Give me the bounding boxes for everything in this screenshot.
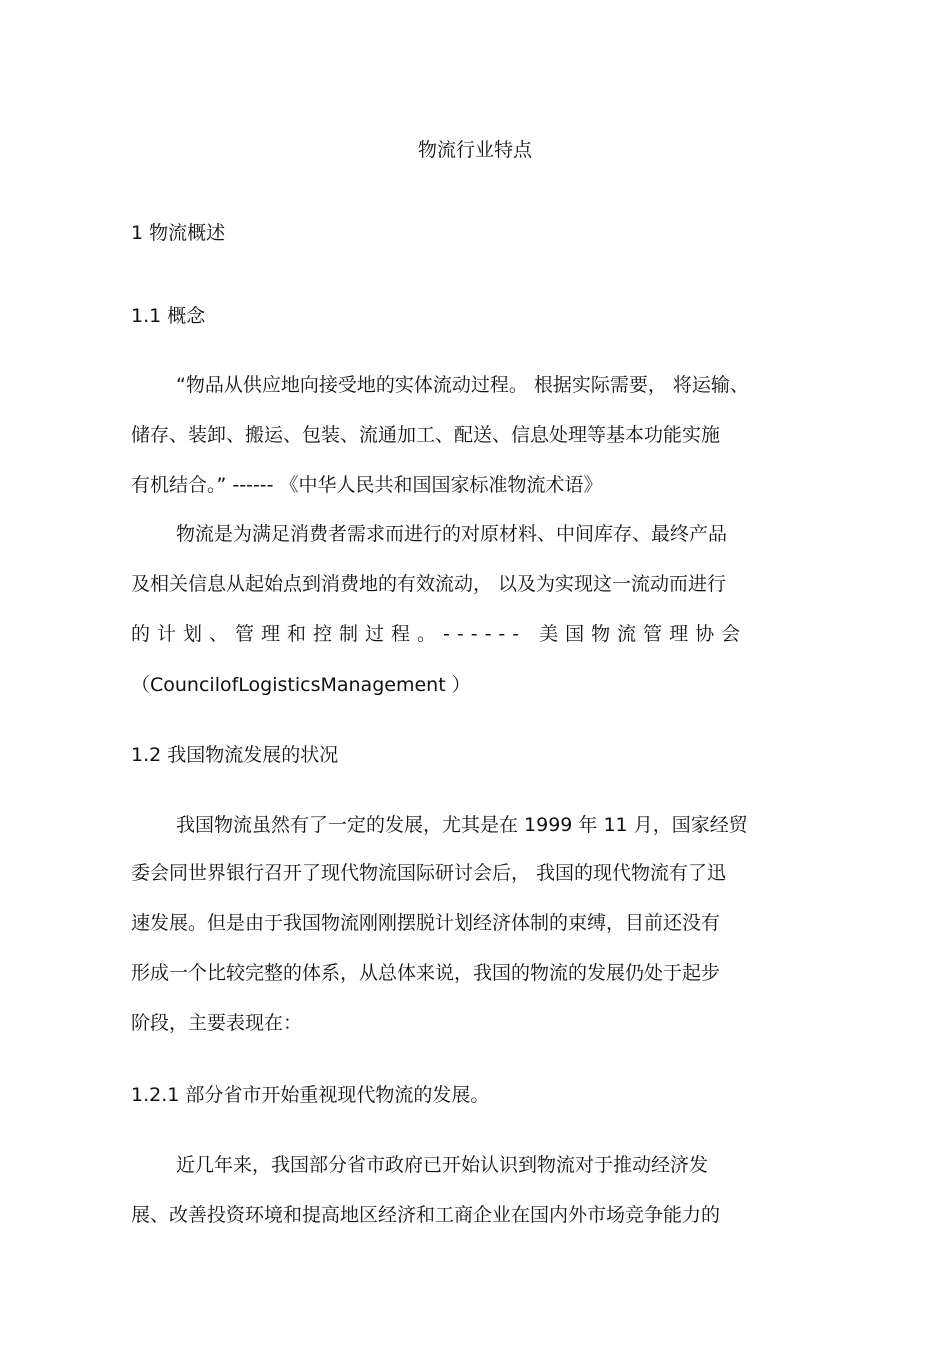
paragraph-3-line-2: 委会同世界银行召开了现代物流国际研讨会后， 我国的现代物流有了迅: [131, 862, 727, 884]
section-1-heading: 1 物流概述: [131, 222, 226, 244]
section-1-2-1-heading: 1.2.1 部分省市开始重视现代物流的发展。: [131, 1084, 490, 1106]
paragraph-4-line-1: 近几年来，我国部分省市政府已开始认识到物流对于推动经济发: [176, 1154, 709, 1176]
section-1-2-heading: 1.2 我国物流发展的状况: [131, 744, 339, 766]
paragraph-3-line-4: 形成一个比较完整的体系，从总体来说，我国的物流的发展仍处于起步: [131, 962, 721, 984]
paragraph-3-line-3: 速发展。但是由于我国物流刚刚摆脱计划经济体制的束缚，目前还没有: [131, 912, 721, 934]
paragraph-4-line-2: 展、改善投资环境和提高地区经济和工商企业在国内外市场竞争能力的: [131, 1204, 721, 1226]
paragraph-3-line-5: 阶段，主要表现在：: [131, 1012, 303, 1034]
paragraph-3-line-1: 我国物流虽然有了一定的发展，尤其是在 1999 年 11 月，国家经贸: [176, 814, 748, 836]
document-title: 物流行业特点: [417, 139, 532, 161]
paragraph-1-line-2: 储存、装卸、搬运、包装、流通加工、配送、信息处理等基本功能实施: [131, 424, 721, 446]
paragraph-2-line-1: 物流是为满足消费者需求而进行的对原材料、中间库存、最终产品: [176, 523, 728, 545]
paragraph-2-line-4: （CouncilofLogisticsManagement ）: [131, 674, 471, 696]
paragraph-2-line-3: 的计划、管理和控制过程。------ 美国物流管理协会: [131, 623, 748, 645]
paragraph-2-line-2: 及相关信息从起始点到消费地的有效流动， 以及为实现这一流动而进行: [131, 573, 727, 595]
paragraph-1-line-3: 有机结合。” ------ 《中华人民共和国国家标准物流术语》: [131, 474, 603, 496]
paragraph-1-line-1: “物品从供应地向接受地的实体流动过程。 根据实际需要， 将运输、: [176, 374, 749, 396]
section-1-1-heading: 1.1 概念: [131, 305, 206, 327]
